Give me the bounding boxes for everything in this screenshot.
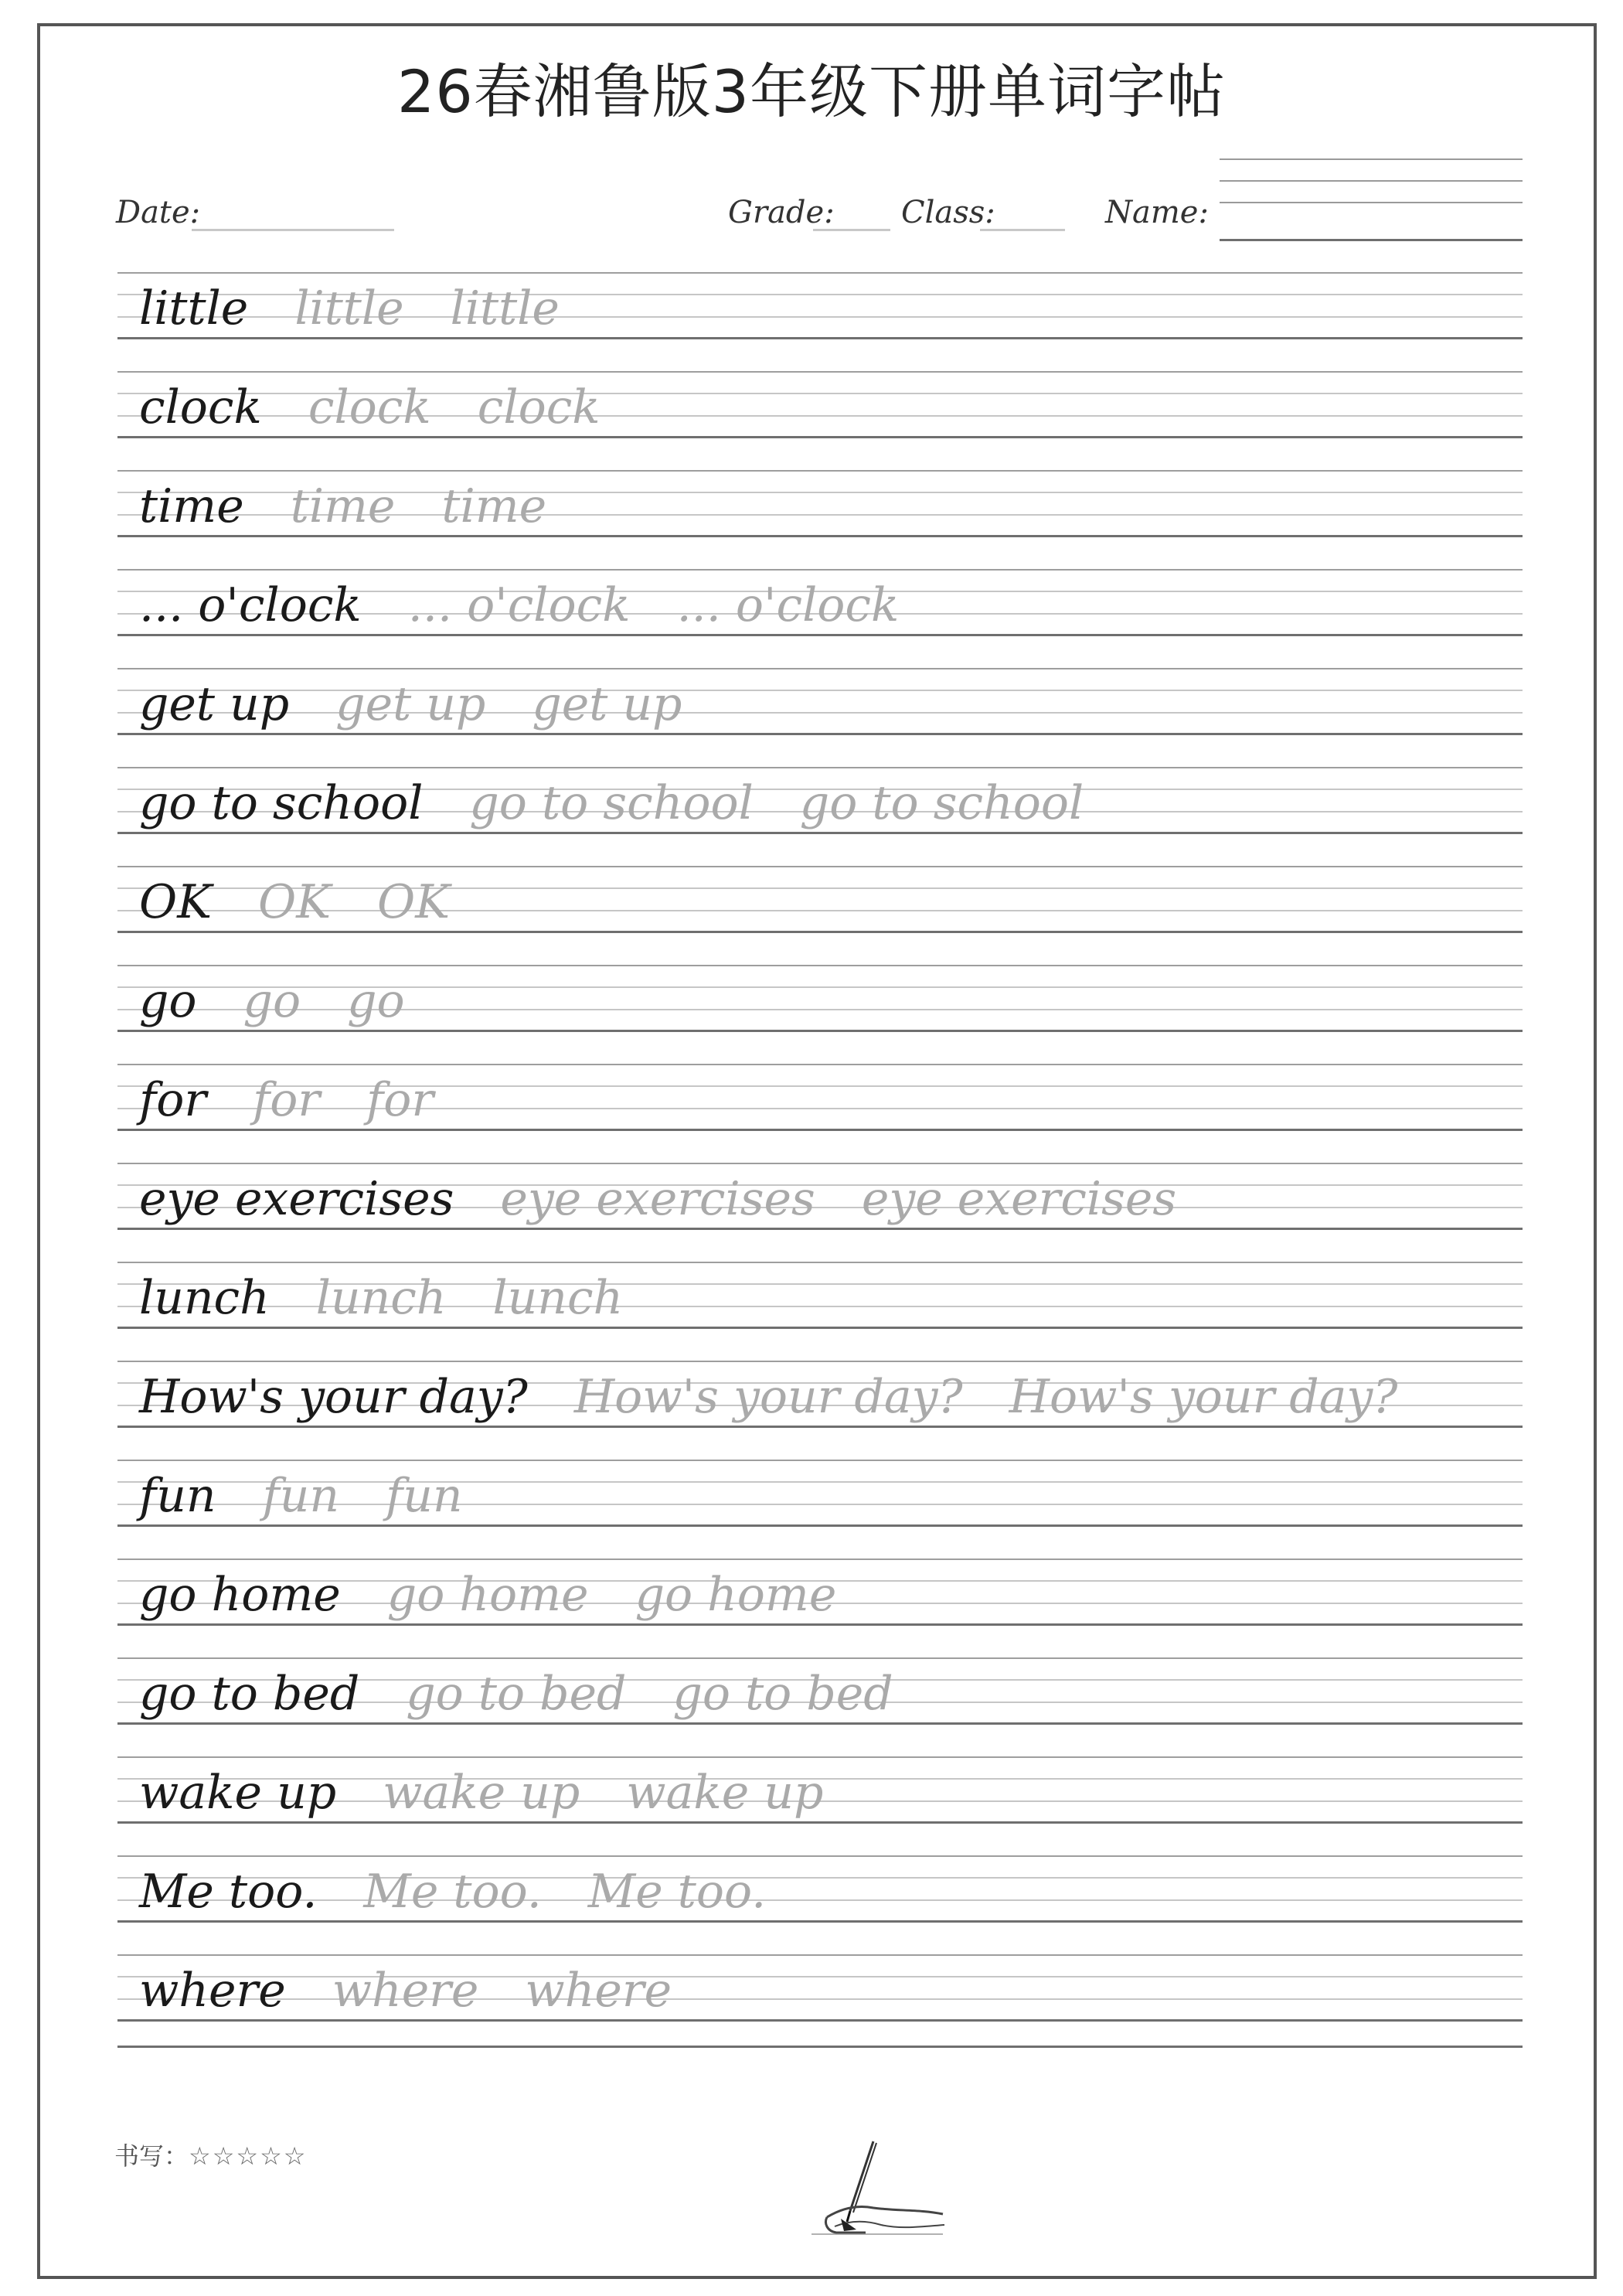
guide-line: [117, 1460, 1523, 1461]
name-label: Name:: [1105, 195, 1209, 230]
row-words: [139, 1766, 869, 1831]
trace-word: little: [294, 281, 404, 336]
row-words: [139, 1073, 480, 1138]
trace-word: go to bed: [406, 1667, 627, 1721]
page-title: 26春湘鲁版3年级下册单词字帖: [396, 57, 1227, 126]
model-word: go to bed: [139, 1667, 360, 1721]
row-words: [139, 776, 1130, 841]
trace-word: go: [243, 974, 301, 1028]
row-words: [139, 479, 593, 544]
model-word: How's your day?: [139, 1370, 528, 1424]
class-field[interactable]: [980, 229, 1065, 231]
row-words: [139, 1667, 940, 1732]
hand-writing-pen-icon: [796, 2134, 951, 2242]
trace-word: go home: [386, 1568, 589, 1622]
guide-line: [117, 1756, 1523, 1758]
trace-word: fun: [386, 1469, 463, 1523]
trace-word: How's your day?: [573, 1370, 963, 1424]
practice-row[interactable]: [117, 668, 1523, 767]
row-words: [139, 1271, 669, 1336]
row-words: [139, 1865, 812, 1930]
trace-word: Me too.: [587, 1865, 767, 1919]
guide-line: [117, 866, 1523, 867]
trace-word: time: [290, 479, 396, 533]
trace-word: get up: [532, 677, 682, 731]
model-word: eye exercises: [139, 1172, 454, 1226]
guide-line: [117, 1954, 1523, 1956]
trace-word: clock: [308, 380, 431, 434]
practice-row[interactable]: [117, 866, 1523, 965]
guide-line: [117, 965, 1523, 966]
writing-rating: [114, 2137, 307, 2172]
guide-line: [117, 1657, 1523, 1659]
model-word: go: [139, 974, 197, 1028]
row-words: [139, 380, 647, 445]
trace-word: How's your day?: [1009, 1370, 1398, 1424]
closing-line: [117, 2046, 1523, 2048]
practice-row[interactable]: [117, 1855, 1523, 1954]
trace-word: go to school: [469, 776, 754, 830]
trace-word: little: [450, 281, 560, 336]
guide-line: [117, 1262, 1523, 1263]
trace-word: go to bed: [672, 1667, 893, 1721]
guide-line: [117, 1163, 1523, 1164]
trace-word: OK: [377, 875, 451, 929]
guide-line: [117, 470, 1523, 472]
trace-word: time: [441, 479, 547, 533]
guide-line: [117, 1064, 1523, 1065]
guide-line: [117, 371, 1523, 373]
rating-stars[interactable]: ☆☆☆☆☆: [189, 2141, 308, 2171]
model-word: fun: [139, 1469, 216, 1523]
trace-word: lunch: [492, 1271, 624, 1325]
trace-word: where: [525, 1964, 672, 2018]
date-field[interactable]: [192, 229, 394, 231]
guide-line: [117, 1855, 1523, 1857]
trace-word: wake up: [626, 1766, 824, 1820]
trace-word: eye exercises: [500, 1172, 815, 1226]
row-words: [139, 1568, 883, 1633]
practice-row[interactable]: [117, 1558, 1523, 1657]
practice-row[interactable]: [117, 1262, 1523, 1361]
trace-word: get up: [335, 677, 486, 731]
grade-label: Grade:: [728, 195, 835, 230]
practice-row[interactable]: [117, 1460, 1523, 1558]
model-word: get up: [139, 677, 290, 731]
practice-row[interactable]: [117, 1954, 1523, 2053]
practice-row[interactable]: [117, 569, 1523, 668]
trace-word: ... o'clock: [676, 578, 900, 632]
row-words: [139, 1964, 718, 2029]
practice-row[interactable]: [117, 470, 1523, 569]
practice-row[interactable]: [117, 1756, 1523, 1855]
row-words: [139, 281, 606, 346]
practice-row[interactable]: [117, 965, 1523, 1064]
guide-line: [117, 668, 1523, 669]
guide-line: [117, 1558, 1523, 1560]
practice-row[interactable]: [117, 371, 1523, 470]
name-field[interactable]: [1220, 158, 1523, 244]
model-word: go home: [139, 1568, 341, 1622]
practice-row[interactable]: [117, 1657, 1523, 1756]
date-label: Date:: [116, 195, 201, 230]
row-words: [139, 1172, 1223, 1237]
row-words: [139, 578, 945, 643]
guide-line: [117, 569, 1523, 571]
trace-word: where: [332, 1964, 479, 2018]
trace-word: for: [366, 1073, 434, 1127]
model-word: ... o'clock: [139, 578, 362, 632]
trace-word: go to school: [799, 776, 1084, 830]
model-word: Me too.: [139, 1865, 318, 1919]
rating-label: 书写：: [114, 2141, 189, 2171]
row-words: [139, 677, 728, 742]
trace-word: go home: [635, 1568, 837, 1622]
model-word: lunch: [139, 1271, 270, 1325]
practice-row[interactable]: [117, 1163, 1523, 1262]
model-word: where: [139, 1964, 286, 2018]
trace-word: ... o'clock: [407, 578, 631, 632]
grade-field[interactable]: [813, 229, 890, 231]
row-words: [139, 974, 451, 1039]
model-word: wake up: [139, 1766, 337, 1820]
model-word: time: [139, 479, 244, 533]
trace-word: go: [347, 974, 405, 1028]
model-word: clock: [139, 380, 262, 434]
row-words: [139, 1370, 1444, 1435]
model-word: for: [139, 1073, 207, 1127]
practice-row[interactable]: [117, 272, 1523, 371]
model-word: OK: [139, 875, 213, 929]
trace-word: wake up: [383, 1766, 580, 1820]
trace-word: for: [253, 1073, 321, 1127]
guide-line: [117, 767, 1523, 768]
model-word: little: [139, 281, 249, 336]
trace-word: lunch: [315, 1271, 447, 1325]
practice-row[interactable]: [117, 1064, 1523, 1163]
practice-row[interactable]: [117, 767, 1523, 866]
guide-line: [117, 272, 1523, 274]
row-words: [139, 1469, 509, 1534]
guide-line: [117, 1361, 1523, 1362]
trace-word: Me too.: [363, 1865, 542, 1919]
trace-word: OK: [258, 875, 332, 929]
trace-word: eye exercises: [861, 1172, 1177, 1226]
model-word: go to school: [139, 776, 424, 830]
practice-row[interactable]: [117, 1361, 1523, 1460]
row-words: [139, 875, 496, 940]
trace-word: clock: [477, 380, 601, 434]
class-label: Class:: [901, 195, 995, 230]
trace-word: fun: [262, 1469, 339, 1523]
